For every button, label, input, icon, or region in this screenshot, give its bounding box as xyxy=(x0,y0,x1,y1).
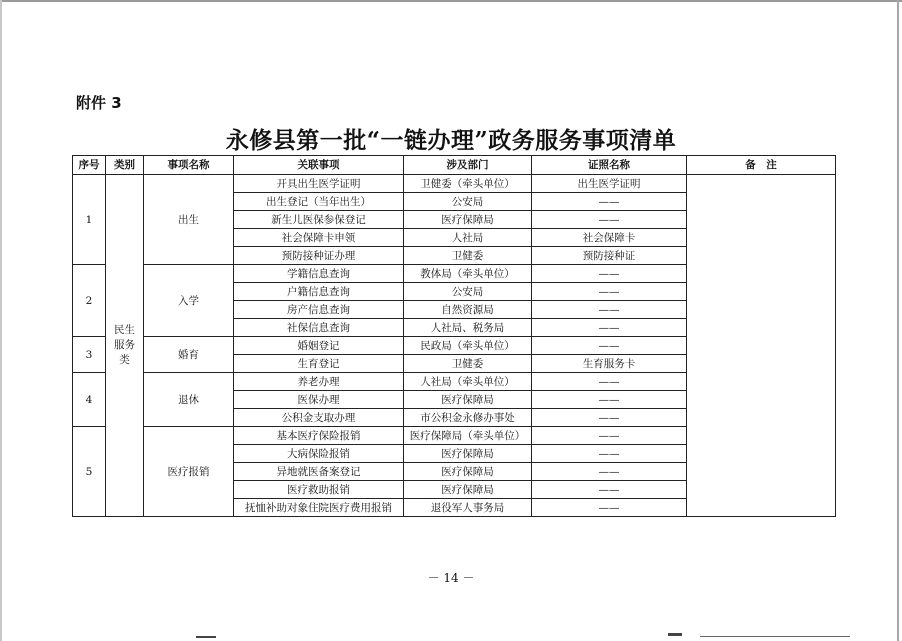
license-name: —— xyxy=(532,463,687,481)
table-header-row xyxy=(73,156,836,175)
group-name: 医疗报销 xyxy=(144,427,234,517)
group-number: 2 xyxy=(73,265,106,337)
document-title: 永修县第一批“一链办理”政务服务事项清单 xyxy=(225,127,677,154)
related-item: 婚姻登记 xyxy=(234,337,404,355)
license-name: —— xyxy=(532,391,687,409)
group-name: 入学 xyxy=(144,265,234,337)
license-name: —— xyxy=(532,283,687,301)
group-name: 婚育 xyxy=(144,337,234,373)
department: 民政局（牵头单位） xyxy=(404,337,532,355)
group-number: 5 xyxy=(73,427,106,517)
license-name: —— xyxy=(532,427,687,445)
scan-edge-left xyxy=(0,0,2,641)
related-item: 房产信息查询 xyxy=(234,301,404,319)
related-item: 开具出生医学证明 xyxy=(234,175,404,193)
license-name: 社会保障卡 xyxy=(532,229,687,247)
related-item: 医疗救助报销 xyxy=(234,481,404,499)
department: 自然资源局 xyxy=(404,301,532,319)
scan-mark xyxy=(700,636,850,637)
group-number: 4 xyxy=(73,373,106,427)
category-cell xyxy=(106,175,144,517)
department: 教体局（牵头单位） xyxy=(404,265,532,283)
license-name: —— xyxy=(532,499,687,517)
header-index: 序号 xyxy=(73,156,106,175)
scan-mark xyxy=(668,633,682,636)
license-name: —— xyxy=(532,265,687,283)
related-item: 抚恤补助对象住院医疗费用报销 xyxy=(234,499,404,517)
header-item-name: 事项名称 xyxy=(144,156,234,175)
license-name: —— xyxy=(532,409,687,427)
department: 公安局 xyxy=(404,193,532,211)
department: 公安局 xyxy=(404,283,532,301)
department: 卫健委 xyxy=(404,247,532,265)
attachment-label: 附件 3 xyxy=(76,94,122,112)
page-number: － 14 － xyxy=(427,571,475,585)
related-item: 医保办理 xyxy=(234,391,404,409)
service-items-table xyxy=(72,155,836,517)
related-item: 户籍信息查询 xyxy=(234,283,404,301)
department: 人社局 xyxy=(404,229,532,247)
department: 卫健委（牵头单位） xyxy=(404,175,532,193)
related-item: 公积金支取办理 xyxy=(234,409,404,427)
license-name: —— xyxy=(532,193,687,211)
department: 医疗保障局 xyxy=(404,211,532,229)
department: 医疗保障局 xyxy=(404,445,532,463)
department: 医疗保障局 xyxy=(404,481,532,499)
license-name: 预防接种证 xyxy=(532,247,687,265)
group-name: 出生 xyxy=(144,175,234,265)
license-name: —— xyxy=(532,211,687,229)
header-remarks: 备 注 xyxy=(687,156,836,175)
related-item: 大病保险报销 xyxy=(234,445,404,463)
scan-edge-right xyxy=(897,0,899,641)
related-item: 学籍信息查询 xyxy=(234,265,404,283)
department: 退役军人事务局 xyxy=(404,499,532,517)
scan-edge-top xyxy=(0,0,902,2)
department: 人社局、税务局 xyxy=(404,319,532,337)
license-name: —— xyxy=(532,373,687,391)
header-category: 类别 xyxy=(106,156,144,175)
group-number: 1 xyxy=(73,175,106,265)
group-number: 3 xyxy=(73,337,106,373)
department: 医疗保障局（牵头单位） xyxy=(404,427,532,445)
related-item: 出生登记（当年出生） xyxy=(234,193,404,211)
license-name: —— xyxy=(532,301,687,319)
table-row xyxy=(73,175,836,193)
license-name: —— xyxy=(532,319,687,337)
department: 医疗保障局 xyxy=(404,463,532,481)
header-related-item: 关联事项 xyxy=(234,156,404,175)
related-item: 新生儿医保参保登记 xyxy=(234,211,404,229)
department: 医疗保障局 xyxy=(404,391,532,409)
department: 人社局（牵头单位） xyxy=(404,373,532,391)
department: 卫健委 xyxy=(404,355,532,373)
license-name: —— xyxy=(532,337,687,355)
related-item: 社会保障卡申领 xyxy=(234,229,404,247)
category-label: 民生服务类 xyxy=(114,324,135,366)
license-name: —— xyxy=(532,445,687,463)
related-item: 基本医疗保险报销 xyxy=(234,427,404,445)
license-name: —— xyxy=(532,481,687,499)
remarks-cell xyxy=(687,175,836,517)
related-item: 生育登记 xyxy=(234,355,404,373)
department: 市公积金永修办事处 xyxy=(404,409,532,427)
scan-mark xyxy=(196,636,216,638)
related-item: 预防接种证办理 xyxy=(234,247,404,265)
related-item: 异地就医备案登记 xyxy=(234,463,404,481)
related-item: 社保信息查询 xyxy=(234,319,404,337)
license-name: 生育服务卡 xyxy=(532,355,687,373)
header-license-name: 证照名称 xyxy=(532,156,687,175)
license-name: 出生医学证明 xyxy=(532,175,687,193)
group-name: 退休 xyxy=(144,373,234,427)
header-department: 涉及部门 xyxy=(404,156,532,175)
related-item: 养老办理 xyxy=(234,373,404,391)
